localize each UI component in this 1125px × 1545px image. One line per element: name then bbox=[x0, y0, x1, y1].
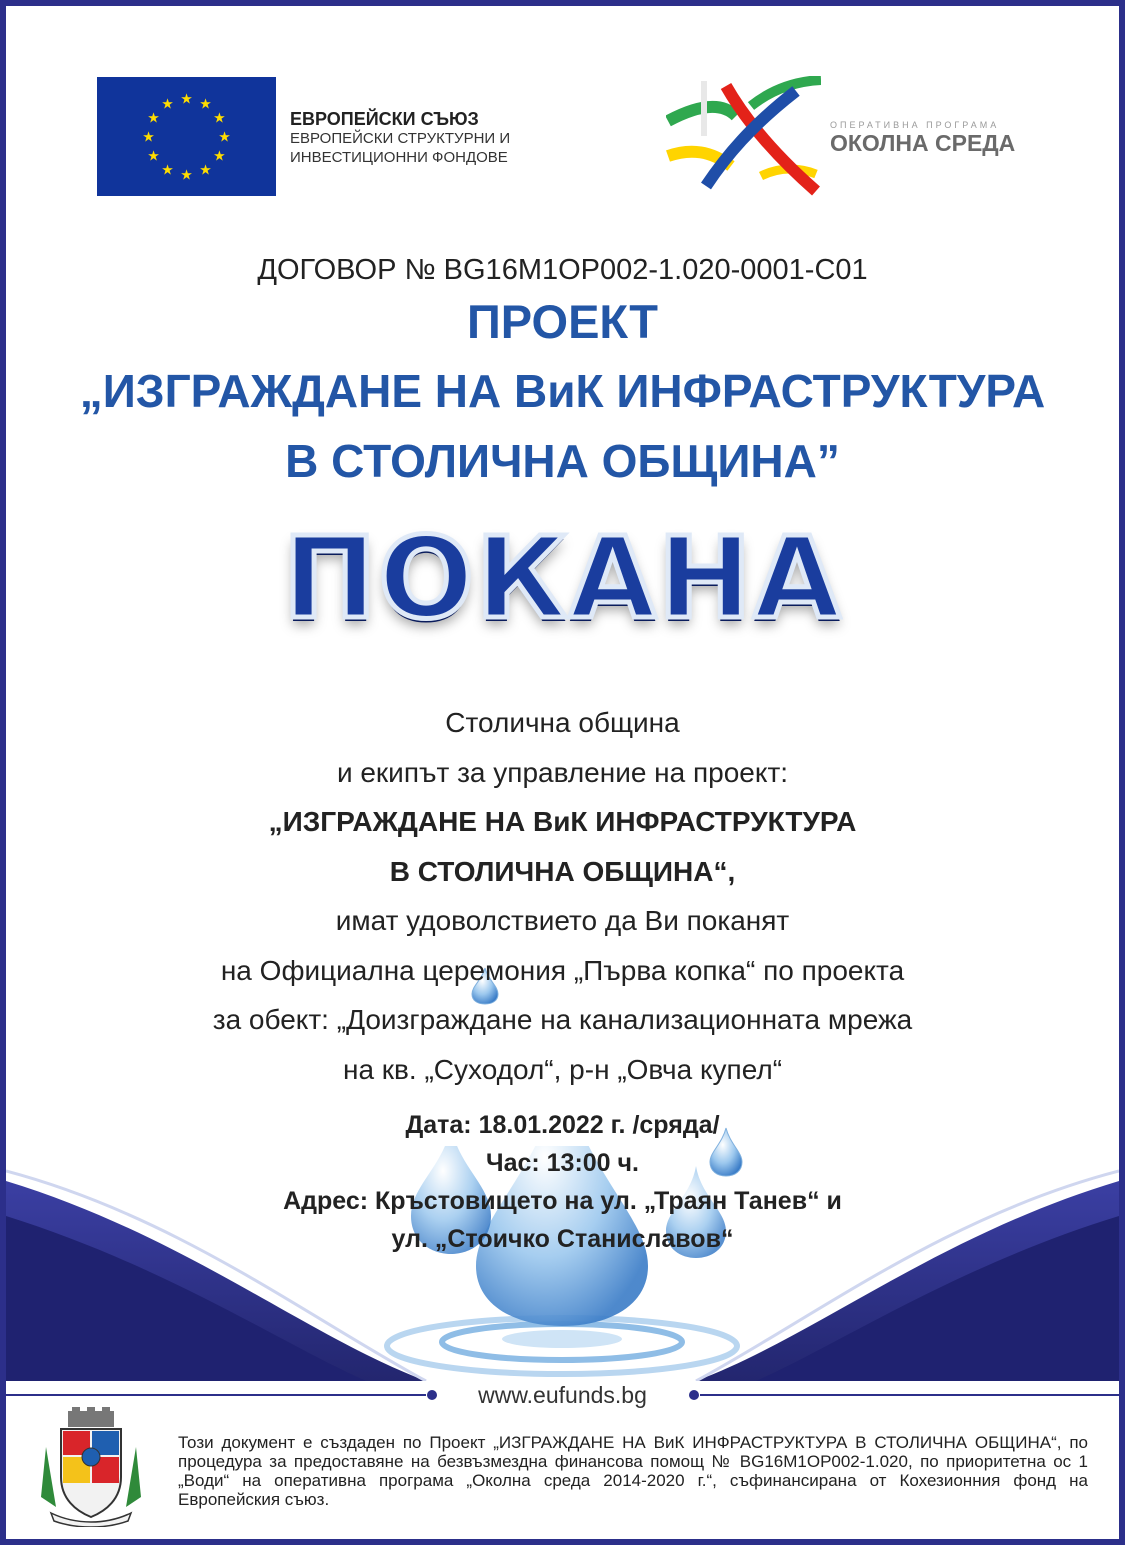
event-details bbox=[6, 1106, 1119, 1258]
operational-programme-text bbox=[830, 120, 1015, 157]
body-line: за обект: „Доизграждане на канализационната мрежа bbox=[212, 1004, 913, 1035]
project-name bbox=[6, 356, 1119, 496]
eu-star-icon: ★ bbox=[199, 162, 212, 179]
op-label: ОПЕРАТИВНА ПРОГРАМА bbox=[830, 120, 1000, 130]
eu-star-icon: ★ bbox=[147, 148, 160, 165]
body-line: на кв. „Суходол“, р-н „Овча купел“ bbox=[342, 1053, 783, 1085]
body-line: на Официална церемония „Първа копка“ по проекта bbox=[220, 954, 905, 986]
eufunds-link[interactable]: www.eufunds.bg bbox=[478, 1382, 647, 1408]
eu-title: ЕВРОПЕЙСКИ СЪЮЗ bbox=[290, 109, 479, 129]
invitation-body bbox=[6, 698, 1119, 1094]
eu-funds-line2: ИНВЕСТИЦИОННИ ФОНДОВЕ bbox=[290, 149, 508, 166]
eu-star-icon: ★ bbox=[180, 167, 193, 184]
project-name-line1: „ИЗГРАЖДАНЕ НА ВиК ИНФРАСТРУКТУРА bbox=[79, 365, 1046, 417]
eu-star-icon: ★ bbox=[213, 148, 226, 165]
eu-logo-text bbox=[290, 110, 510, 167]
body-project-line: „ИЗГРАЖДАНЕ НА ВиК ИНФРАСТРУКТУРА bbox=[268, 806, 857, 837]
body-line: Столична община bbox=[445, 707, 680, 738]
contract-number: ДОГОВОР № BG16M1OP002-1.020-0001-C01 bbox=[257, 254, 868, 286]
project-name-line2: В СТОЛИЧНА ОБЩИНА” bbox=[285, 435, 840, 487]
eu-star-icon: ★ bbox=[147, 110, 160, 127]
eu-star-icon: ★ bbox=[180, 91, 193, 108]
eu-star-icon: ★ bbox=[161, 96, 174, 113]
footer-note: Този документ е създаден по Проект „ИЗГРАЖДАНЕ НА ВиК ИНФРАСТРУКТУРА В СТОЛИЧНА ОБЩИНА“, по процедура за предоставяне на безвъзмездна финансова помощ № BG16M1OP002-1.020, по приоритетна ос 1 „Води“ на оперативна програма „Околна среда 2014-2020 г.“, съфинансирана от Кохезионния фонд на Европейския съюз. bbox=[178, 1433, 1088, 1509]
event-address: Адрес: Кръстовището на ул. „Траян Танев“ и bbox=[283, 1187, 842, 1215]
eu-flag-logo bbox=[97, 77, 276, 196]
body-project-line: В СТОЛИЧНА ОБЩИНА“, bbox=[389, 855, 736, 887]
eu-star-icon: ★ bbox=[142, 129, 155, 146]
eu-funds-line1: ЕВРОПЕЙСКИ СТРУКТУРНИ И bbox=[290, 130, 511, 147]
eu-star-icon: ★ bbox=[213, 110, 226, 127]
invitation-poster bbox=[6, 6, 1119, 1539]
event-address: ул. „Стоичко Станиславов“ bbox=[391, 1225, 734, 1253]
operational-programme-logo bbox=[666, 76, 821, 196]
invitation-title: ПОКАНА bbox=[282, 514, 843, 644]
op-name: ОКОЛНА СРЕДА bbox=[830, 130, 1016, 156]
project-label: ПРОЕКТ bbox=[467, 295, 658, 348]
sofia-coat-of-arms-icon bbox=[36, 1407, 146, 1527]
eu-star-icon: ★ bbox=[199, 96, 212, 113]
body-line: имат удоволствието да Ви поканят bbox=[335, 905, 790, 936]
eu-star-icon: ★ bbox=[161, 162, 174, 179]
body-line: и екипът за управление на проект: bbox=[336, 756, 789, 788]
event-date: Дата: 18.01.2022 г. /сряда/ bbox=[405, 1111, 720, 1139]
event-time: Час: 13:00 ч. bbox=[486, 1149, 639, 1177]
eu-star-icon: ★ bbox=[218, 129, 231, 146]
